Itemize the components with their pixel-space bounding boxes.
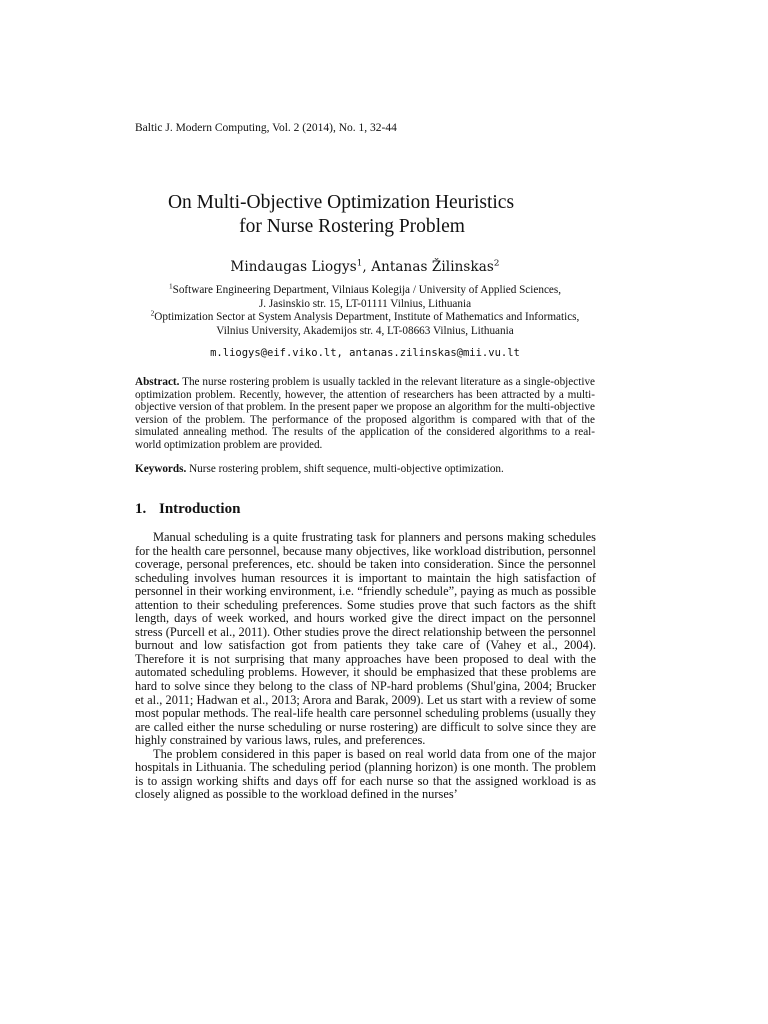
- paper-title: [120, 191, 680, 239]
- affiliation-mark: 1: [168, 282, 173, 291]
- affiliation-line: J. Jasinskio str. 15, LT-01111 Vilnius, Lithuania: [258, 297, 472, 310]
- author-name: Mindaugas Liogys: [230, 259, 357, 275]
- paragraph: Manual scheduling is a quite frustrating task for planners and persons making schedules for the health care personnel, because many objectives, like workload distribution, personnel coverage, personal preferences, etc. should be taken into consideration. Since the personnel scheduling involves human resources it is important to maintain the high satisfaction of personnel in their working environment, i.e. “friendly schedule”, paying as much as possible attention to their scheduling preferences. Some studies prove that such factors as the shift length, days of week worked, and hours worked give the direct impact on the personnel stress (Purcell et al., 2011). Other studies prove the direct relationship between the personnel burnout and low satisfaction got from patients they take care of (Vahey et al., 2004). Therefore it is not surprising that many approaches have been proposed to deal with the automated scheduling problems. However, it should be emphasized that these problems are hard to solve since they belong to the class of NP-hard problems (Shul'gina, 2004; Brucker et al., 2011; Hadwan et al., 2013; Arora and Barak, 2009). Let us start with a review of some most popular methods. The real-life health care personnel scheduling problems (usually they are called either the nurse scheduling or nurse rostering) are difficult to solve since they are highly constrained by various laws, rules, and preferences.: [135, 530, 596, 748]
- keywords-label: Keywords.: [135, 463, 187, 475]
- section-title: Introduction: [159, 501, 241, 517]
- abstract-label: Abstract.: [135, 376, 180, 388]
- author-separator: ,: [362, 259, 372, 275]
- keywords: [135, 463, 595, 476]
- paragraph: The problem considered in this paper is based on real world data from one of the major hospitals in Lithuania. The scheduling period (planning horizon) is one month. The problem is to assign working shifts and days off for each nurse so that the assigned workload is as closely aligned as possible to the workload defined in the nurses’: [135, 746, 596, 802]
- affiliation-line: Vilnius University, Akademijos str. 4, LT-08663 Vilnius, Lithuania: [216, 324, 514, 337]
- affiliation-mark: 2: [493, 258, 500, 269]
- introduction-body: [135, 531, 596, 802]
- abstract-text: The nurse rostering problem is usually tackled in the relevant literature as a single-objective optimization problem. Recently, however, the attention of researchers has been attracted by a multi-objective version of that problem. In the present paper we propose an algorithm for the multi-objective version of the problem. The performance of the proposed algorithm is compared with that of the simulated annealing method. The results of the application of the considered algorithms to a real-world optimization problem are provided.: [135, 376, 595, 451]
- affiliation-line: $^2$Optimization Sector at System Analysis Department, Institute of Mathematics and Informatics,: [150, 309, 580, 323]
- affiliation-line: $^1$Software Engineering Department, Vilniaus Kolegija / University of Applied Sciences,: [168, 282, 562, 296]
- affiliation-mark: 1: [356, 258, 363, 269]
- section-number: 1.: [135, 501, 147, 517]
- affiliation-mark: 2: [150, 309, 155, 318]
- section-heading: [135, 500, 240, 518]
- journal-reference: Baltic J. Modern Computing, Vol. 2 (2014), No. 1, 32-44: [135, 122, 397, 134]
- title-line-1: On Multi-Objective Optimization Heuristics: [167, 192, 515, 213]
- title-line-2: for Nurse Rostering Problem: [239, 216, 465, 237]
- author-name: Antanas Žilinskas: [371, 259, 494, 275]
- author-list: [0, 258, 730, 276]
- author-emails: m.liogys@eif.viko.lt, antanas.zilinskas@mii.vu.lt: [210, 347, 520, 359]
- keywords-text: Nurse rostering problem, shift sequence, multi-objective optimization.: [186, 463, 504, 475]
- abstract: [135, 376, 595, 452]
- affiliations: [100, 284, 630, 338]
